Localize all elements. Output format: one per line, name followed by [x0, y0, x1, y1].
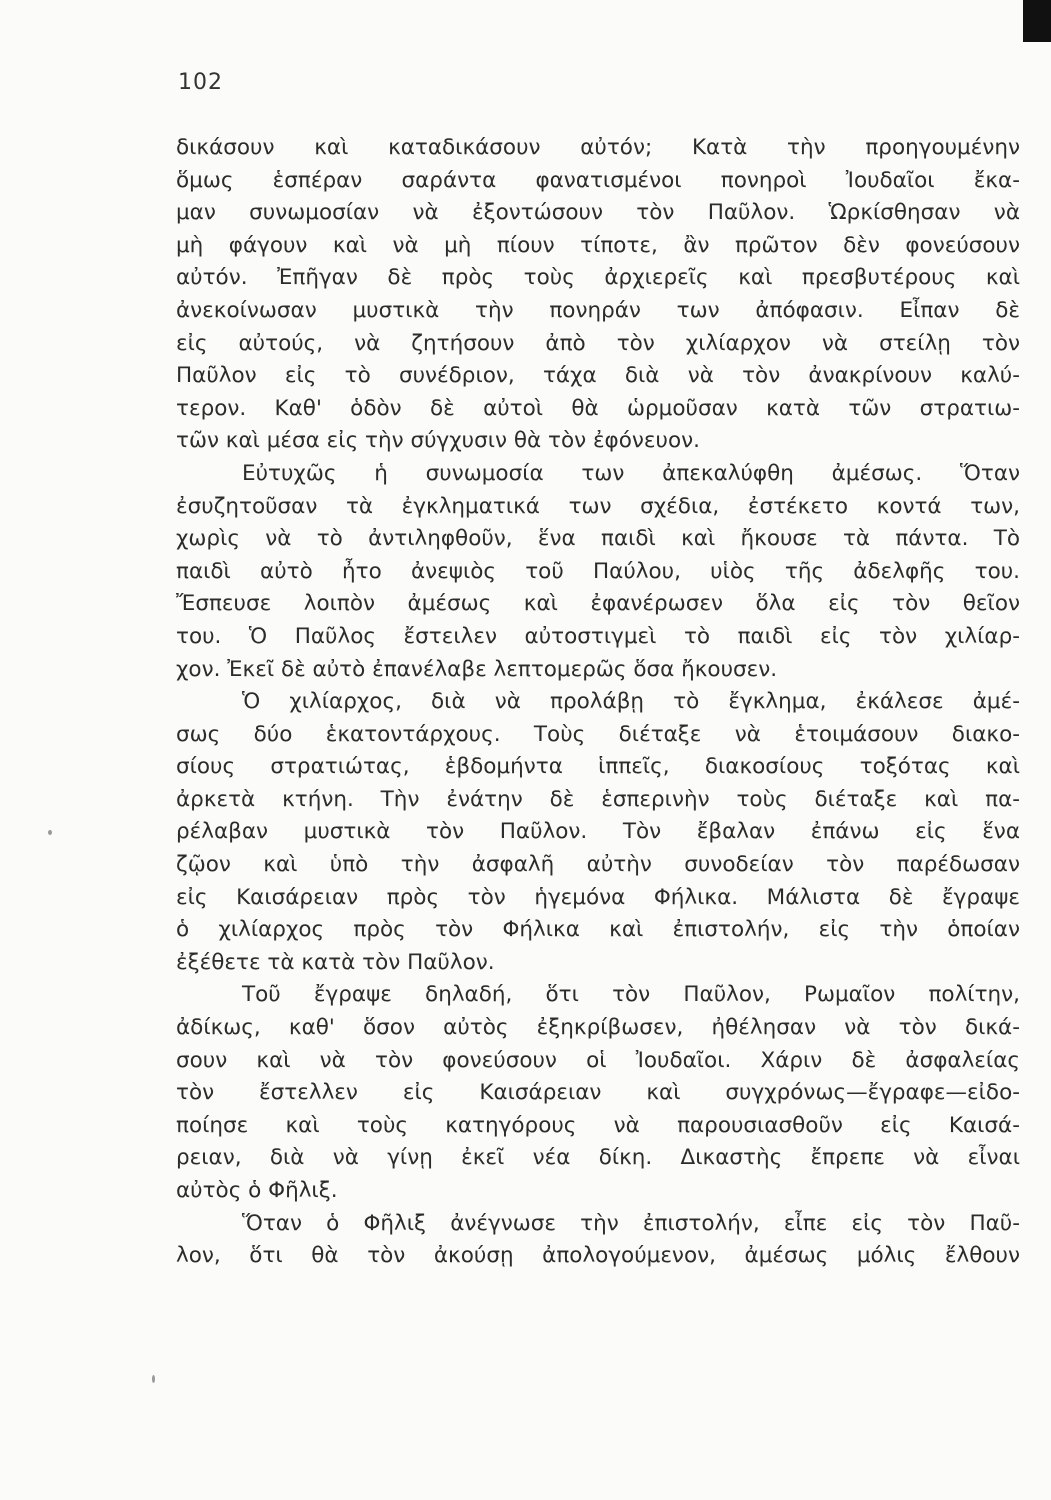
- text-line: μαν συνωμοσίαν νὰ ἐξοντώσουν τὸν Παῦλον. Ὡρκίσθησαν νὰ: [176, 200, 1020, 226]
- text-line: ἀνεκοίνωσαν μυστικὰ τὴν πονηράν των ἀπόφασιν. Εἶπαν δὲ: [176, 297, 1020, 323]
- text-line: ἐσυζητοῦσαν τὰ ἐγκληματικά των σχέδια, ἐστέκετο κοντά των,: [176, 493, 1020, 519]
- text-line: αὐτόν. Ἐπῆγαν δὲ πρὸς τοὺς ἀρχιερεῖς καὶ πρεσβυτέρους καὶ: [176, 265, 1020, 291]
- text-line: ἐξέθετε τὰ κατὰ τὸν Παῦλον.: [176, 949, 495, 975]
- text-line: Ὁ χιλίαρχος, διὰ νὰ προλάβῃ τὸ ἔγκλημα, ἐκάλεσε ἀμέ-: [242, 689, 1020, 715]
- scan-edge-mark: [1023, 0, 1051, 42]
- text-line: αὐτὸς ὁ Φῆλιξ.: [176, 1178, 338, 1203]
- text-line: τερον. Καθ' ὁδὸν δὲ αὐτοὶ θὰ ὡρμοῦσαν κατὰ τῶν στρατιω-: [176, 395, 1020, 421]
- text-line: ρειαν, διὰ νὰ γίνῃ ἐκεῖ νέα δίκη. Δικαστὴς ἔπρεπε νὰ εἶναι: [176, 1145, 1020, 1171]
- page-number: 102: [178, 70, 223, 95]
- text-line: ἀρκετὰ κτήνη. Τὴν ἐνάτην δὲ ἑσπερινὴν τοὺς διέταξε καὶ πα-: [176, 786, 1020, 812]
- text-line: ρέλαβαν μυστικὰ τὸν Παῦλον. Τὸν ἔβαλαν ἐπάνω εἰς ἕνα: [176, 819, 1020, 845]
- text-line: Τοῦ ἔγραψε δηλαδή, ὅτι τὸν Παῦλον, Ρωμαῖον πολίτην,: [242, 982, 1020, 1008]
- text-line: εἰς αὐτούς, νὰ ζητήσουν ἀπὸ τὸν χιλίαρχον νὰ στείλῃ τὸν: [176, 330, 1020, 356]
- text-line: παιδὶ αὐτὸ ἦτο ἀνεψιὸς τοῦ Παύλου, υἱὸς τῆς ἀδελφῆς του.: [176, 558, 1020, 584]
- text-line: λον, ὅτι θὰ τὸν ἀκούσῃ ἀπολογούμενον, ἀμέσως μόλις ἔλθουν: [176, 1243, 1020, 1269]
- text-line: χον. Ἐκεῖ δὲ αὐτὸ ἐπανέλαβε λεπτομερῶς ὅσα ἤκουσεν.: [176, 656, 778, 682]
- text-line: Εὐτυχῶς ἡ συνωμοσία των ἀπεκαλύφθη ἀμέσως. Ὅταν: [242, 460, 1020, 486]
- text-line: σως δύο ἑκατοντάρχους. Τοὺς διέταξε νὰ ἑτοιμάσουν διακο-: [176, 721, 1020, 747]
- text-line: ἀδίκως, καθ' ὅσον αὐτὸς ἐξηκρίβωσεν, ἠθέλησαν νὰ τὸν δικά-: [176, 1015, 1020, 1041]
- text-line: τὸν ἔστελλεν εἰς Καισάρειαν καὶ συγχρόνως—ἔγραφε—εἰδο-: [176, 1080, 1020, 1106]
- text-line: τῶν καὶ μέσα εἰς τὴν σύγχυσιν θὰ τὸν ἐφόνευον.: [176, 428, 700, 454]
- text-line: ποίησε καὶ τοὺς κατηγόρους νὰ παρουσιασθοῦν εἰς Καισά-: [176, 1112, 1020, 1138]
- text-line: Παῦλον εἰς τὸ συνέδριον, τάχα διὰ νὰ τὸν ἀνακρίνουν καλύ-: [176, 363, 1020, 389]
- text-line: ὁ χιλίαρχος πρὸς τὸν Φήλικα καὶ ἐπιστολήν, εἰς τὴν ὁποίαν: [176, 917, 1020, 943]
- scan-speck: [152, 1375, 155, 1383]
- text-line: Ἔσπευσε λοιπὸν ἀμέσως καὶ ἐφανέρωσεν ὅλα εἰς τὸν θεῖον: [176, 591, 1020, 617]
- text-line: του. Ὁ Παῦλος ἔστειλεν αὐτοστιγμεὶ τὸ παιδὶ εἰς τὸν χιλίαρ-: [176, 623, 1020, 649]
- text-line: χωρὶς νὰ τὸ ἀντιληφθοῦν, ἕνα παιδὶ καὶ ἤκουσε τὰ πάντα. Τὸ: [176, 526, 1020, 552]
- text-line: σουν καὶ νὰ τὸν φονεύσουν οἱ Ἰουδαῖοι. Χάριν δὲ ἀσφαλείας: [176, 1047, 1020, 1073]
- body-text: [176, 132, 1020, 1273]
- text-line: ζῷον καὶ ὑπὸ τὴν ἀσφαλῆ αὐτὴν συνοδείαν τὸν παρέδωσαν: [176, 852, 1020, 878]
- text-line: μὴ φάγουν καὶ νὰ μὴ πίουν τίποτε, ἂν πρῶτον δὲν φονεύσουν: [176, 232, 1020, 258]
- text-line: δικάσουν καὶ καταδικάσουν αὐτόν; Κατὰ τὴν προηγουμένην: [176, 135, 1020, 160]
- text-line: εἰς Καισάρειαν πρὸς τὸν ἡγεμόνα Φήλικα. Μάλιστα δὲ ἔγραψε: [176, 884, 1020, 910]
- scan-speck: [48, 830, 52, 835]
- text-line: σίους στρατιώτας, ἑβδομήντα ἱππεῖς, διακοσίους τοξότας καὶ: [176, 754, 1020, 780]
- text-line: ὅμως ἑσπέραν σαράντα φανατισμένοι πονηροὶ Ἰουδαῖοι ἔκα-: [176, 167, 1020, 193]
- text-line: Ὅταν ὁ Φῆλιξ ἀνέγνωσε τὴν ἐπιστολήν, εἶπε εἰς τὸν Παῦ-: [242, 1210, 1020, 1236]
